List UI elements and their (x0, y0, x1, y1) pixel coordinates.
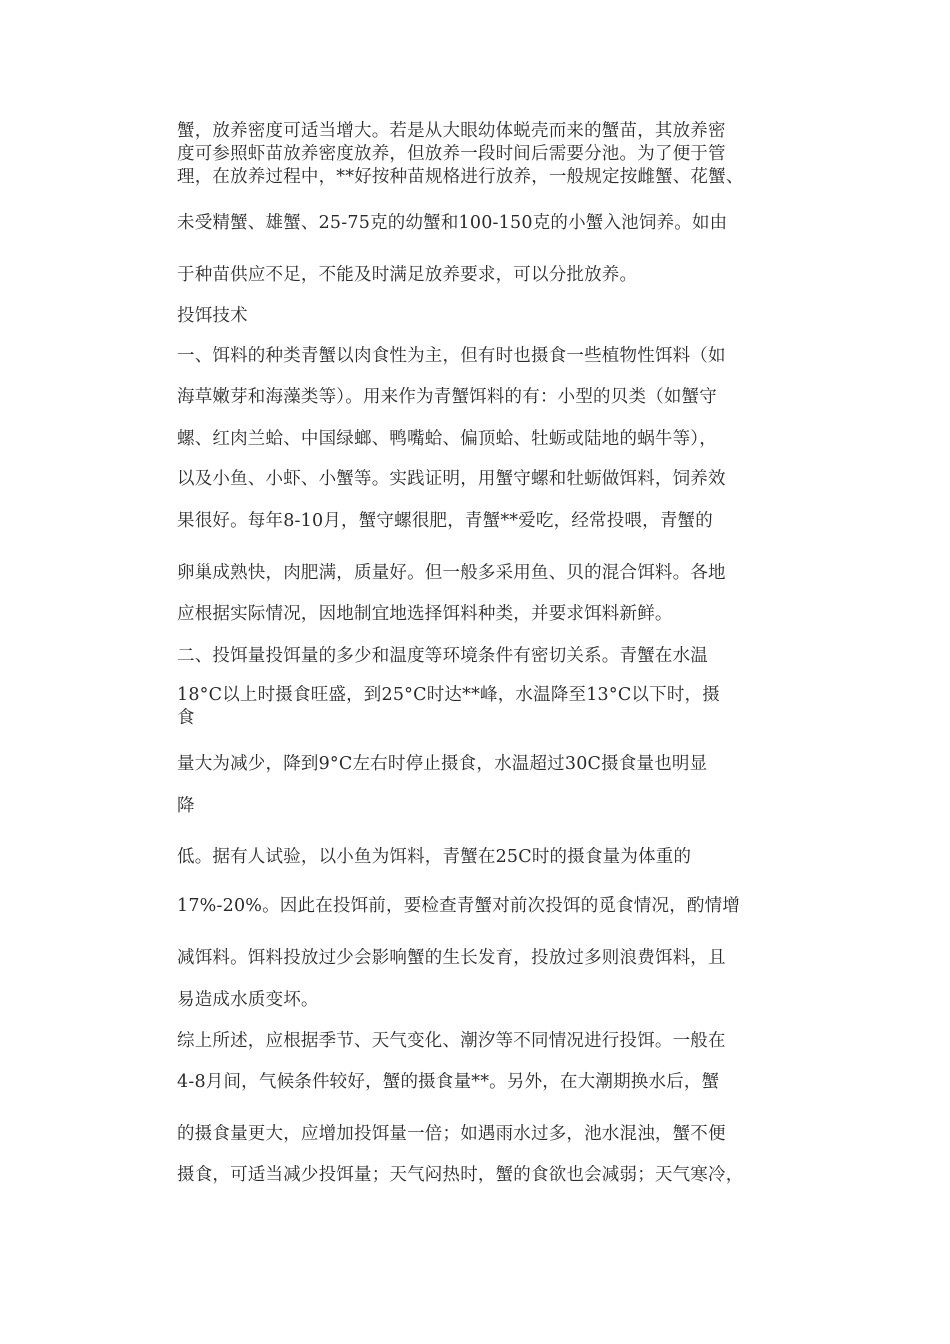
text-line: 应根据实际情况，因地制宜地选择饵料种类，并要求饵料新鲜。 (177, 604, 673, 624)
text-line: 减饵料。饵料投放过少会影响蟹的生长发育，投放过多则浪费饵料，且 (177, 948, 726, 968)
text-line: 蟹，放养密度可适当增大。若是从大眼幼体蜕壳而来的蟹苗，其放养密 (177, 121, 726, 141)
text-line: 食 (177, 708, 195, 728)
text-line: 卵巢成熟快，肉肥满，质量好。但一般多采用鱼、贝的混合饵料。各地 (177, 563, 726, 583)
text-line: 18°C以上时摄食旺盛，到25°C时达**峰，水温降至13°C以下时，摄 (177, 685, 720, 705)
text-line: 的摄食量更大，应增加投饵量一倍；如遇雨水过多，池水混浊，蟹不便 (177, 1124, 726, 1144)
text-line: 易造成水质变坏。 (177, 990, 319, 1010)
text-line: 低。据有人试验，以小鱼为饵料，青蟹在25C时的摄食量为体重的 (177, 847, 692, 867)
text-line: 降 (177, 796, 195, 816)
text-line: 量大为减少，降到9°C左右时停止摄食，水温超过30C摄食量也明显 (177, 754, 708, 774)
text-line: 以及小鱼、小虾、小蟹等。实践证明，用蟹守螺和牡蛎做饵料，饲养效 (177, 469, 726, 489)
text-line: 17%-20%。因此在投饵前，要检查青蟹对前次投饵的觅食情况，酌情增 (177, 896, 741, 916)
text-line: 于种苗供应不足，不能及时满足放养要求，可以分批放养。 (177, 265, 638, 285)
text-line: 海草嫩芽和海藻类等）。用来作为青蟹饵料的有：小型的贝类（如蟹守 (177, 387, 717, 407)
text-line: 螺、红肉兰蛤、中国绿螂、鸭嘴蛤、偏顶蛤、牡蛎或陆地的蜗牛等）， (177, 429, 717, 449)
text-line: 度可参照虾苗放养密度放养，但放养一段时间后需要分池。为了便于管 (177, 144, 726, 164)
text-line: 果很好。每年8-10月，蟹守螺很肥，青蟹**爱吃，经常投喂，青蟹的 (177, 511, 713, 531)
text-line: 摄食，可适当减少投饵量；天气闷热时，蟹的食欲也会减弱；天气寒冷， (177, 1165, 744, 1185)
text-line: 二、投饵量投饵量的多少和温度等环境条件有密切关系。青蟹在水温 (177, 646, 708, 666)
text-line: 理，在放养过程中，**好按种苗规格进行放养，一般规定按雌蟹、花蟹、 (177, 167, 744, 187)
text-line: 未受精蟹、雄蟹、25-75克的幼蟹和100-150克的小蟹入池饲养。如由 (177, 213, 728, 233)
text-line: 4-8月间，气候条件较好，蟹的摄食量**。另外，在大潮期换水后，蟹 (177, 1072, 720, 1092)
text-line: 一、饵料的种类青蟹以肉食性为主，但有时也摄食一些植物性饵料（如 (177, 346, 726, 366)
text-line: 综上所述，应根据季节、天气变化、潮汐等不同情况进行投饵。一般在 (177, 1031, 726, 1051)
section-heading: 投饵技术 (177, 306, 248, 326)
